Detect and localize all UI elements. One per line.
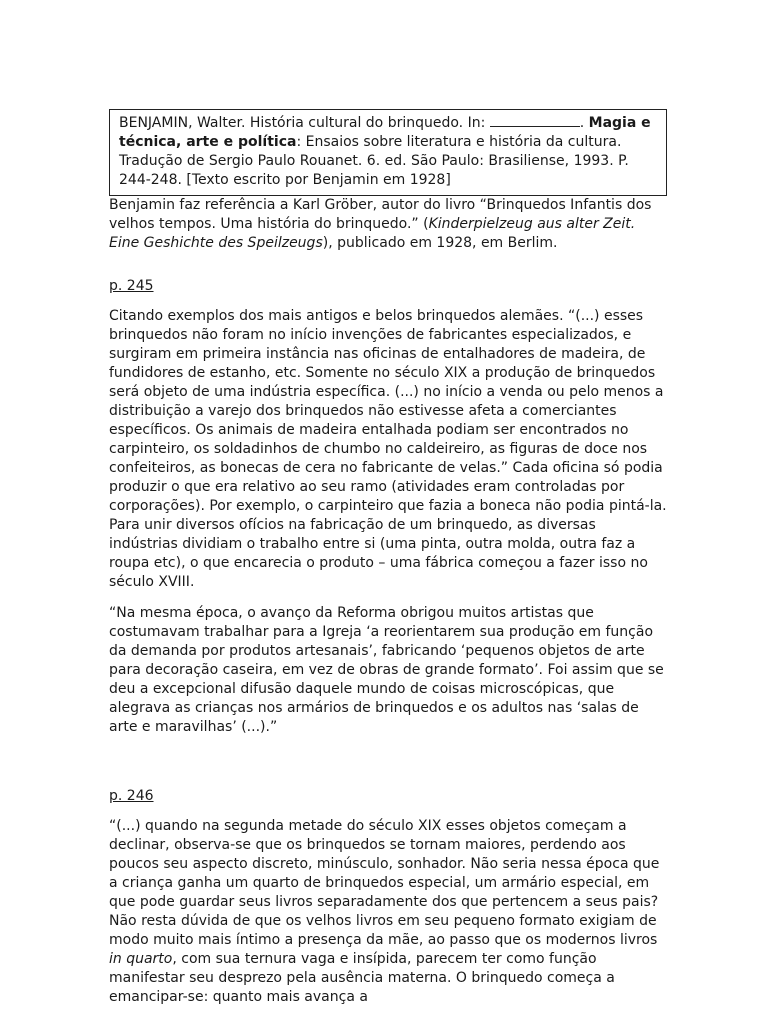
intro-paragraph [109,196,667,253]
citation-text [119,113,658,190]
spacer [109,749,667,787]
document-page [109,109,667,1019]
page-ref-245: p. 245 [109,278,154,294]
section-246-text-end: , com sua ternura vaga e insípida, parecem ter como função manifestar seu desprezo pela ausência materna. O brinquedo começa a emancipar-se: quanto mais avança a [109,951,615,1005]
citation-box [109,109,667,196]
citation-blank-line [490,113,580,127]
section-245-paragraph-2: “Na mesma época, o avanço da Reforma obrigou muitos artistas que costumavam trabalhar para a Igreja ‘a reorientarem sua produção em função da demanda por produtos artesanais’, fabricando ‘pequenos objetos de arte para decoração caseira, em vez de obras de grande formato’. Foi assim que se deu a excepcional difusão daquele mundo de coisas microscópicas, que alegrava as crianças nos armários de brinquedos e os adultos nas ‘salas de arte e maravilhas’ (...).” [109,605,664,735]
spacer [109,265,667,277]
citation-author: BENJAMIN, Walter. [119,115,246,131]
section-245-paragraph-1: Citando exemplos dos mais antigos e belos brinquedos alemães. “(...) esses brinquedos não foram no início invenções de fabricantes especializados, e surgiram em primeira instância nas oficinas de entalhadores de madeira, de fundidores de estanho, etc. Somente no século XIX a produção de brinquedos será objeto de uma indústria específica. (...) no início a venda ou pelo menos a distribuição a varejo dos brinquedos não estivesse afeta a comerciantes específicos. Os animais de madeira entalhada podiam ser encontrados no carpinteiro, os soldadinhos de chumbo no caldeireiro, as figuras de doce nos confeiteiros, as bonecas de cera no fabricante de velas.” Cada oficina só podia produzir o que era relativo ao seu ramo (atividades eram controladas por corporações). Por exemplo, o carpinteiro que fazia a boneca não podia pintá-la. Para unir diversos ofícios na fabricação de um brinquedo, as diversas indústrias dividiam o trabalho entre si (uma pinta, outra molda, outra faz a roupa etc), o que encarecia o produto – uma fábrica começou a fazer isso no século XVIII. [109,308,667,590]
section-246-italic: in quarto [109,951,173,967]
citation-book-title: Magia e técnica, arte e política [119,115,651,150]
intro-german-title: Kinderpielzeug aus alter Zeit. Eine Geshichte des Speilzeugs [109,216,636,251]
citation-rest: : Ensaios sobre literatura e história da cultura. Tradução de Sergio Paulo Rouanet. 6. ed. São Paulo: Brasiliense, 1993. P. 244-248. [Texto escrito por Benjamin em 1928] [119,134,629,188]
intro-text-start: Benjamin faz referência a Karl Gröber, autor do livro “Brinquedos Infantis dos velhos tempos. Uma história do brinquedo.” ( [109,197,652,232]
intro-text-end: ), publicado em 1928, em Berlim. [322,235,558,251]
citation-after-blank: . [579,115,589,131]
citation-chapter: História cultural do brinquedo. In: [245,115,490,131]
section-246-paragraph-1 [109,817,667,1007]
page-ref-246: p. 246 [109,788,154,804]
section-246-text-start: “(...) quando na segunda metade do século XIX esses objetos começam a declinar, observa-se que os brinquedos se tornam maiores, perdendo aos poucos seu aspecto discreto, minúsculo, sonhador. Não seria nessa época que a criança ganha um quarto de brinquedos especial, um armário especial, em que pode guardar seus livros separadamente dos que pertencem a seus pais? Não resta dúvida de que os velhos livros em seu pequeno formato exigiam de modo muito mais íntimo a presença da mãe, ao passo que os modernos livros [109,818,660,948]
